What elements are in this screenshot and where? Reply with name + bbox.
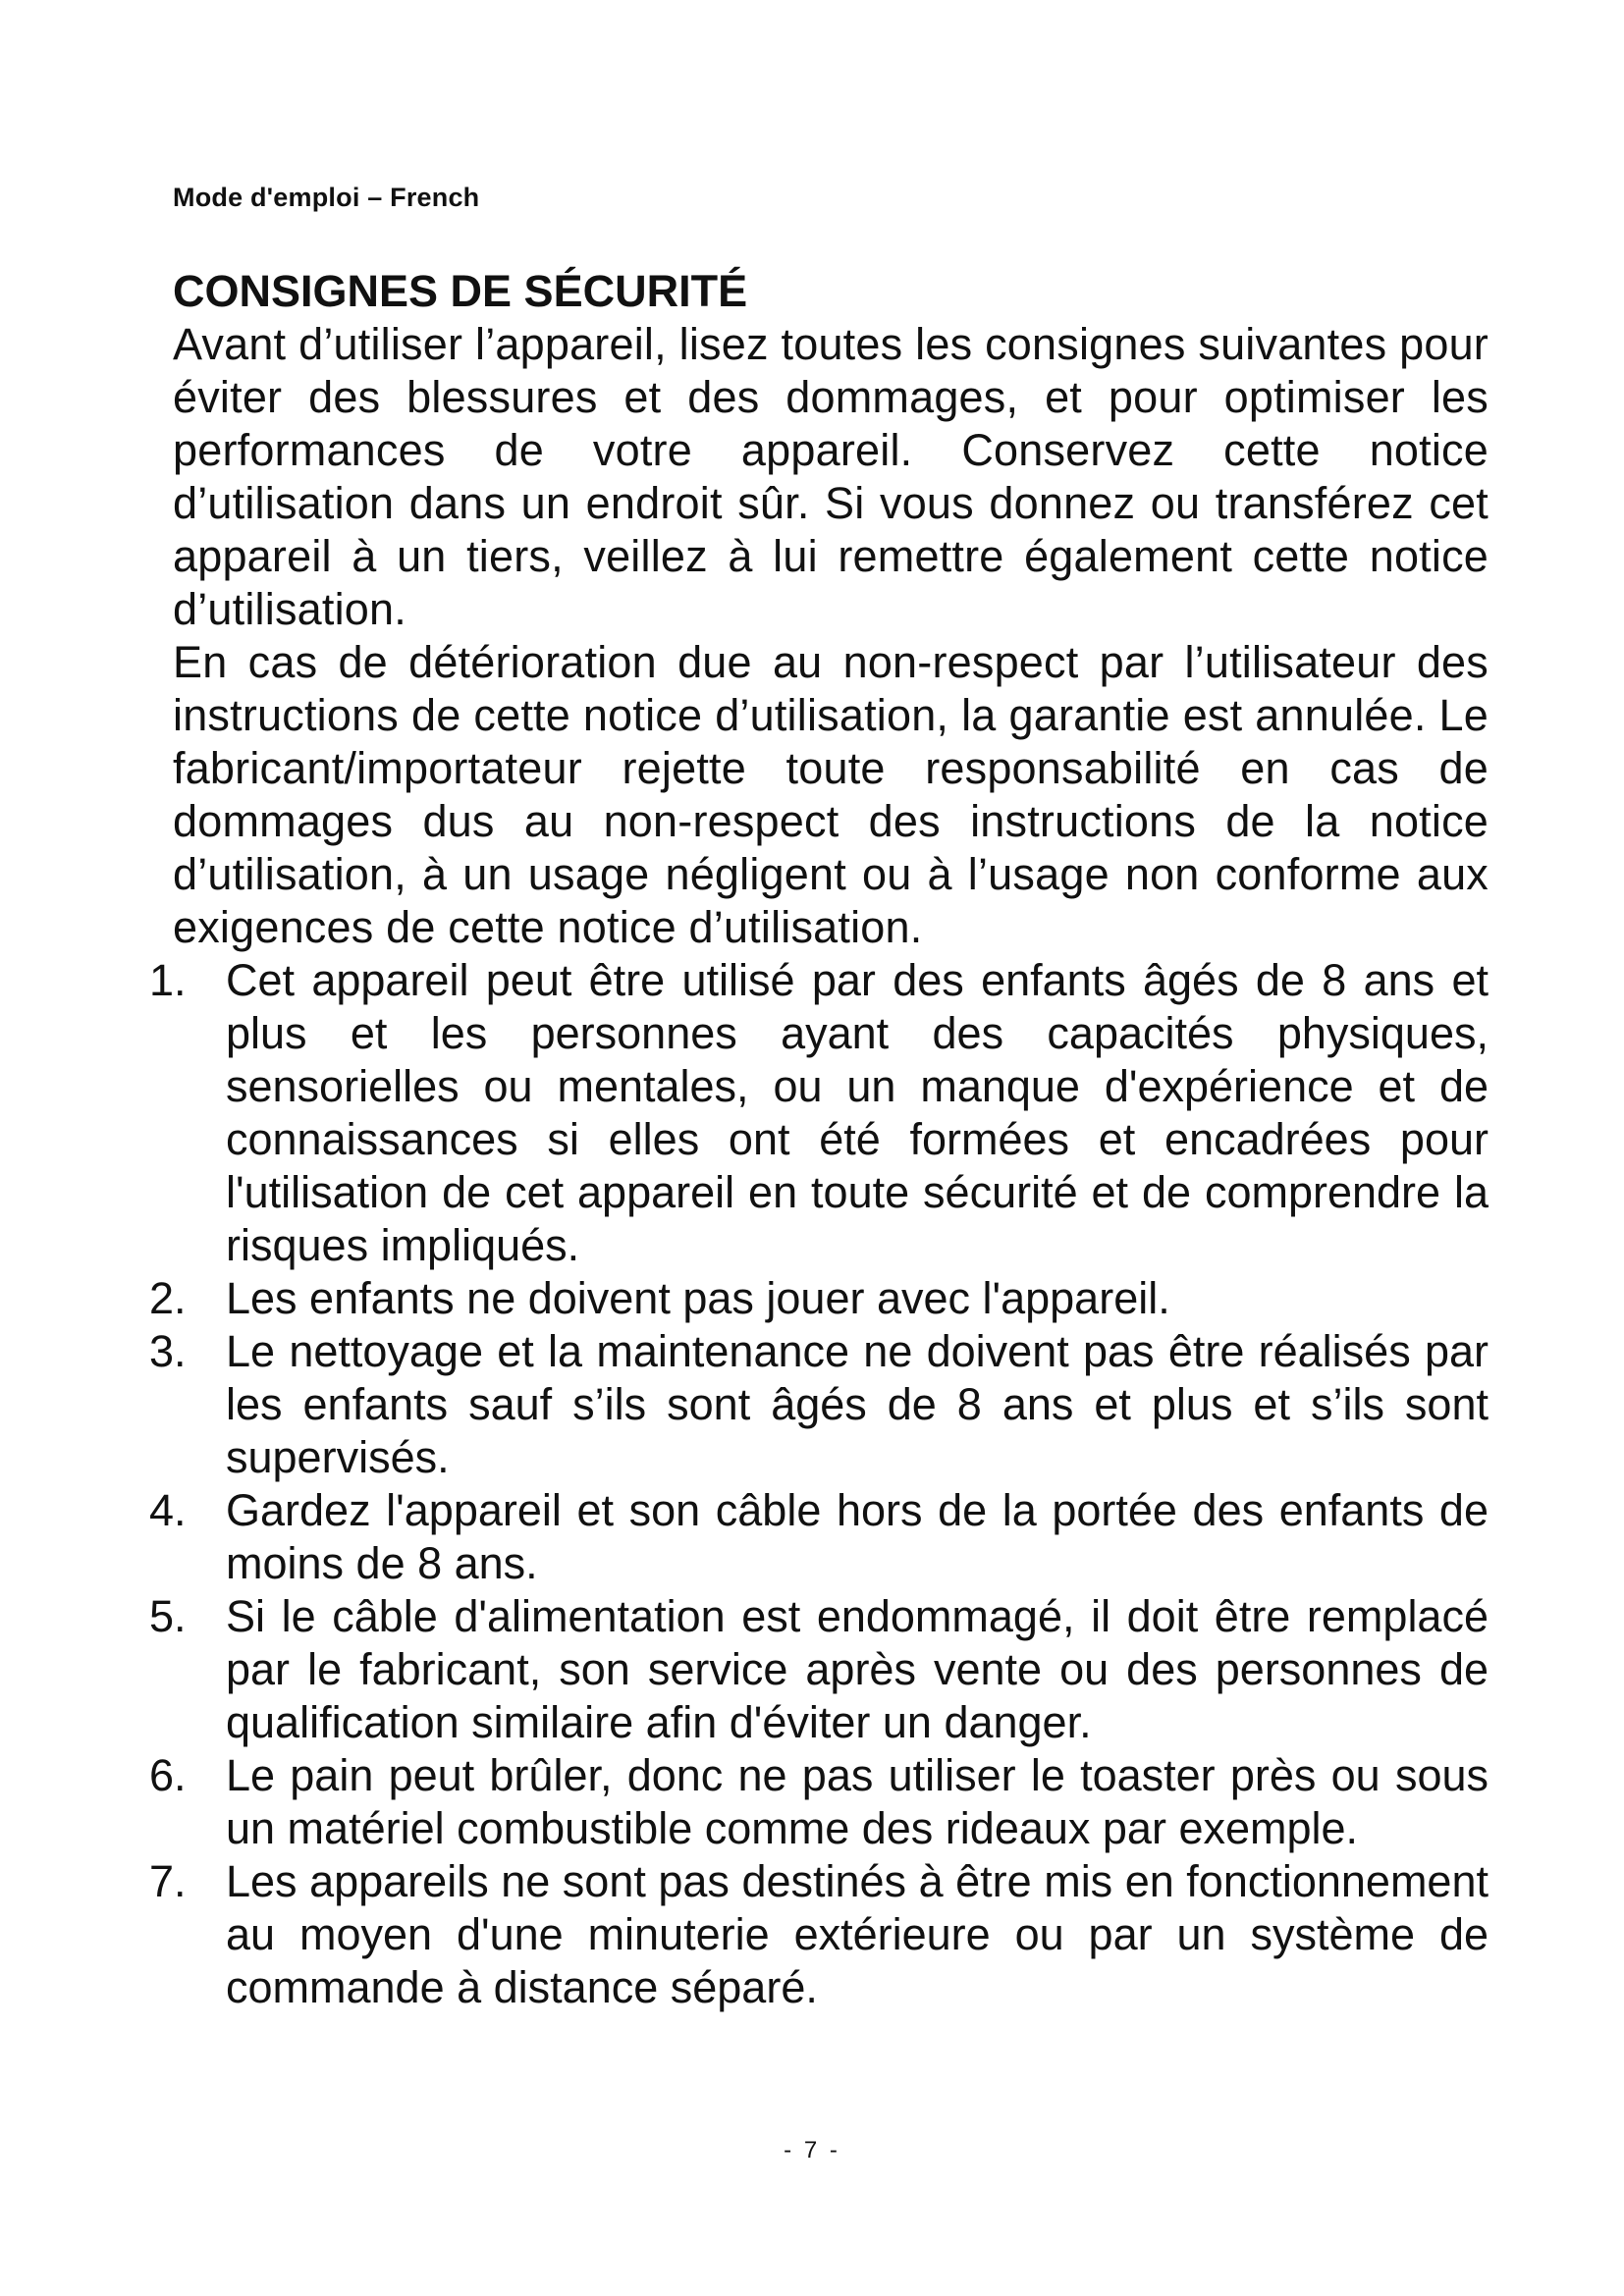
list-item	[149, 1272, 1489, 1325]
safety-section	[149, 265, 1489, 2014]
list-item	[149, 954, 1489, 1272]
list-number: 4.	[149, 1485, 187, 1535]
list-number: 2.	[149, 1273, 187, 1323]
list-number: 1.	[149, 955, 187, 1005]
section-title: CONSIGNES DE SÉCURITÉ	[173, 266, 748, 316]
list-item	[149, 1325, 1489, 1484]
page-header: Mode d'emploi – French	[173, 183, 480, 212]
page-number: - 7 -	[784, 2137, 840, 2163]
intro-paragraph: Avant d’utiliser l’appareil, lisez toutes les consignes suivantes pour éviter des blessures et des dommages, et pour optimiser les performances de votre appareil. Conservez cette notice d’utilisation dans un endroit sûr. Si vous donnez ou transférez cet appareil à un tiers, veillez à lui remettre également cette notice d’utilisation.	[173, 319, 1489, 634]
list-number: 5.	[149, 1591, 187, 1641]
list-text: Le pain peut brûler, donc ne pas utiliser le toaster près ou sous un matériel combustible comme des rideaux par exemple.	[226, 1750, 1489, 1853]
list-number: 7.	[149, 1856, 187, 1906]
list-item	[149, 1484, 1489, 1590]
safety-list	[149, 954, 1489, 2014]
warranty-paragraph: En cas de détérioration due au non-respect par l’utilisateur des instructions de cette notice d’utilisation, la garantie est annulée. Le fabricant/importateur rejette toute responsabilité en cas de dommages dus au non-respect des instructions de la notice d’utilisation, à un usage négligent ou à l’usage non conforme aux exigences de cette notice d’utilisation.	[173, 637, 1489, 952]
list-number: 6.	[149, 1750, 187, 1800]
list-item	[149, 1855, 1489, 2014]
list-number: 3.	[149, 1326, 187, 1376]
list-text: Le nettoyage et la maintenance ne doivent pas être réalisés par les enfants sauf s’ils sont âgés de 8 ans et plus et s’ils sont supervisés.	[226, 1326, 1489, 1482]
list-text: Les appareils ne sont pas destinés à être mis en fonctionnement au moyen d'une minuterie extérieure ou par un système de commande à distance séparé.	[226, 1856, 1489, 2012]
list-text: Cet appareil peut être utilisé par des enfants âgés de 8 ans et plus et les personnes ayant des capacités physiques, sensorielles ou mentales, ou un manque d'expérience et de connaissances si elles ont été formées et encadrées pour l'utilisation de cet appareil en toute sécurité et de comprendre la risques impliqués.	[226, 955, 1489, 1270]
list-item	[149, 1749, 1489, 1855]
list-text: Si le câble d'alimentation est endommagé, il doit être remplacé par le fabricant, son service après vente ou des personnes de qualification similaire afin d'éviter un danger.	[226, 1591, 1489, 1747]
list-text: Gardez l'appareil et son câble hors de la portée des enfants de moins de 8 ans.	[226, 1485, 1489, 1588]
list-item	[149, 1590, 1489, 1749]
list-text: Les enfants ne doivent pas jouer avec l'appareil.	[226, 1273, 1170, 1323]
